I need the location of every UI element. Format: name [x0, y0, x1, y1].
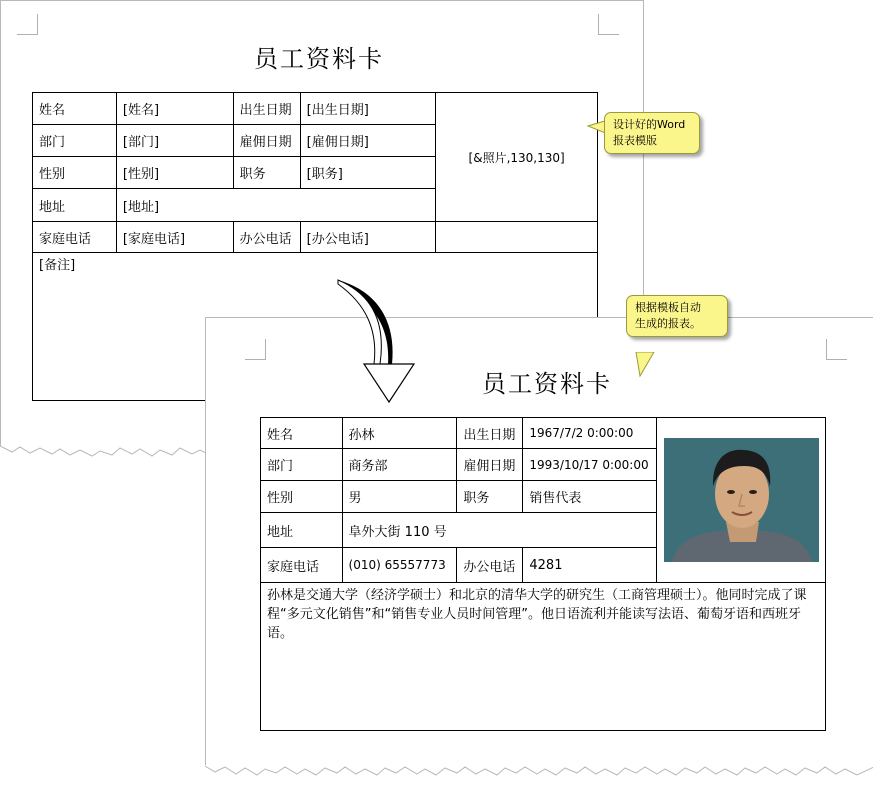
field-birth: 1967/7/2 0:00:00	[523, 418, 657, 449]
curved-down-arrow-icon	[330, 272, 420, 407]
field-photo: [&照片,130,130]	[436, 93, 598, 222]
photo-cell	[657, 418, 826, 583]
field-hire: [雇佣日期]	[300, 125, 436, 157]
callout-generated-line-2: 生成的报表。	[635, 317, 701, 330]
label-dept: 部门	[33, 125, 117, 157]
crop-mark-top-left	[17, 14, 38, 35]
template-title: 员工资料卡	[254, 45, 384, 73]
label-office-phone: 办公电话	[457, 548, 523, 583]
label-birth: 出生日期	[457, 418, 523, 449]
field-gender: 男	[342, 481, 457, 513]
label-hire: 雇佣日期	[457, 449, 523, 481]
label-gender: 性别	[33, 157, 117, 189]
crop-mark-top-right	[826, 339, 847, 360]
label-birth: 出生日期	[233, 93, 300, 125]
crop-mark-top-left	[245, 339, 266, 360]
field-name: 孙林	[342, 418, 457, 449]
label-office-phone: 办公电话	[233, 222, 300, 253]
label-hire: 雇佣日期	[233, 125, 300, 157]
field-home-phone: [家庭电话]	[116, 222, 233, 253]
label-name: 姓名	[261, 418, 343, 449]
blank-cell	[436, 222, 598, 253]
label-gender: 性别	[261, 481, 343, 513]
callout-template-line-2: 报表模版	[613, 134, 657, 147]
label-address: 地址	[33, 189, 117, 222]
field-remarks: 孙林是交通大学（经济学硕士）和北京的清华大学的研究生（工商管理硕士）。他同时完成了课程“多元文化销售”和“销售专业人员时间管理”。他日语流利并能读写法语、葡萄牙语和西班牙语。	[261, 583, 826, 731]
field-dept: [部门]	[116, 125, 233, 157]
field-position: 销售代表	[523, 481, 657, 513]
callout-generated-line-1: 根据模板自动	[635, 301, 701, 314]
field-position: [职务]	[300, 157, 436, 189]
callout-tail-generated	[634, 352, 658, 378]
field-dept: 商务部	[342, 449, 457, 481]
field-birth: [出生日期]	[300, 93, 436, 125]
generated-table	[260, 417, 826, 731]
field-office-phone: [办公电话]	[300, 222, 436, 253]
label-position: 职务	[233, 157, 300, 189]
generated-title: 员工资料卡	[482, 370, 612, 398]
generated-page	[205, 317, 873, 765]
torn-edge	[205, 763, 873, 779]
field-office-phone: 4281	[523, 548, 657, 583]
callout-template-line-1: 设计好的Word	[613, 118, 686, 131]
crop-mark-top-right	[598, 14, 619, 35]
employee-photo	[664, 438, 819, 562]
field-address: [地址]	[116, 189, 435, 222]
label-address: 地址	[261, 513, 343, 548]
field-address: 阜外大街 110 号	[342, 513, 657, 548]
label-position: 职务	[457, 481, 523, 513]
field-gender: [性别]	[116, 157, 233, 189]
callout-template	[604, 112, 700, 154]
label-home-phone: 家庭电话	[261, 548, 343, 583]
field-hire: 1993/10/17 0:00:00	[523, 449, 657, 481]
label-home-phone: 家庭电话	[33, 222, 117, 253]
callout-generated	[626, 295, 728, 337]
field-remarks: [备注]	[33, 253, 598, 401]
label-dept: 部门	[261, 449, 343, 481]
field-home-phone: (010) 65557773	[342, 548, 457, 583]
label-name: 姓名	[33, 93, 117, 125]
field-name: [姓名]	[116, 93, 233, 125]
